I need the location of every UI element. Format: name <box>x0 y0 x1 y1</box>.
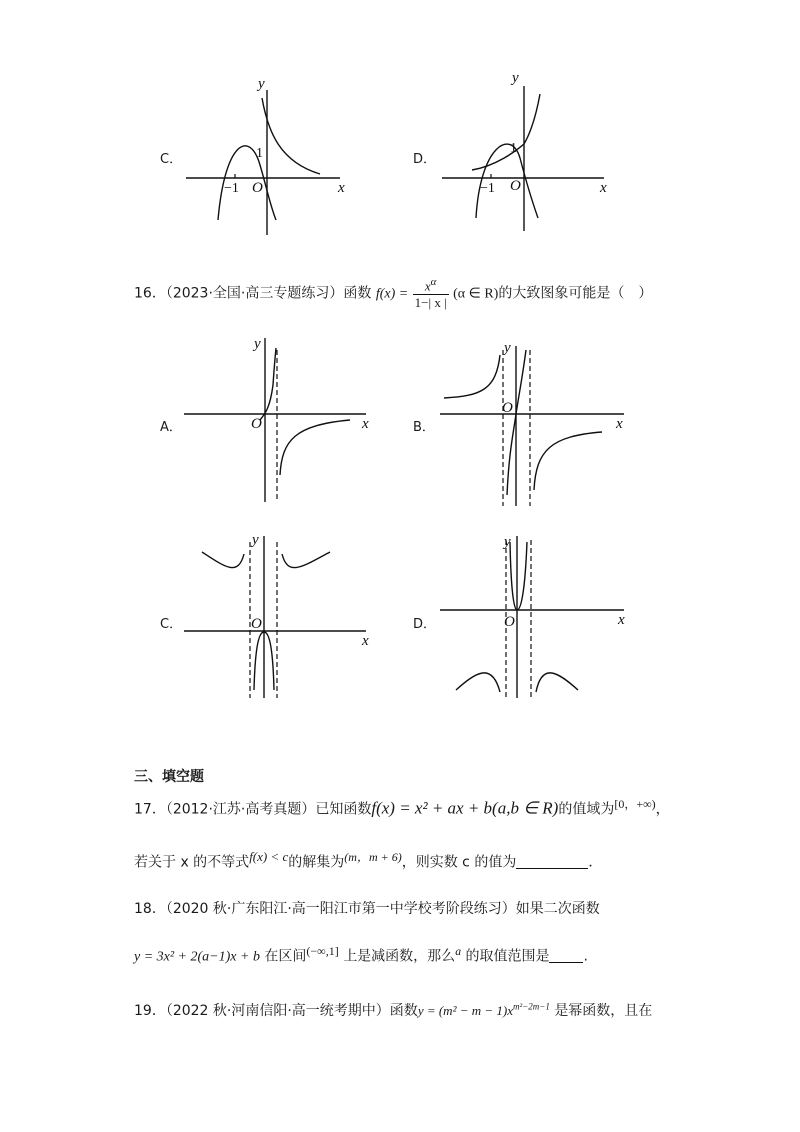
q16-graph-c <box>180 532 380 702</box>
q19-exponent: m²−2m−1 <box>513 1001 550 1012</box>
curve-middle-branch <box>510 542 527 610</box>
curve-right-branch <box>280 420 350 475</box>
q16-stem <box>134 276 652 311</box>
axis-label-y: y <box>254 336 261 352</box>
q17-line1 <box>134 795 670 819</box>
q16-graph-d <box>436 532 636 702</box>
axis-origin: O <box>502 400 513 416</box>
q18-answer-blank[interactable] <box>549 948 583 963</box>
axis-label-y: y <box>504 534 511 550</box>
q18-end: . <box>583 948 588 965</box>
q16-graph-b <box>436 340 636 510</box>
q19-tail: 是幂函数，且在 <box>554 1003 653 1019</box>
option-b-label[interactable]: B． <box>413 420 435 435</box>
q17-answer-blank[interactable] <box>516 854 588 869</box>
tick-neg-one: −1 <box>480 181 495 196</box>
curve-right-branch <box>536 673 578 692</box>
q17-range: [0，+∞) <box>614 797 656 811</box>
curve-exponential-decay <box>262 98 320 174</box>
q17-ineq-text: 若关于 x 的不等式 <box>134 854 250 871</box>
option-c-label[interactable]: C． <box>160 152 183 167</box>
q18-interval-text: 在区间 <box>264 948 307 965</box>
tick-neg-one: −1 <box>224 181 239 196</box>
q15-graph-d <box>436 66 616 236</box>
q17-ask: ，则实数 c 的值为 <box>401 854 517 871</box>
axis-label-y: y <box>512 70 519 86</box>
option-d2-label[interactable]: D． <box>413 617 437 632</box>
curve-left-branch <box>444 355 500 398</box>
axis-label-x: x <box>600 180 607 196</box>
axis-label-x: x <box>362 416 369 432</box>
q19-formula: y = (m² − m − 1)x <box>417 1003 514 1018</box>
q17-formula: f(x) = x² + ax + b(a,b ∈ R) <box>371 798 559 818</box>
q18-formula: y = 3x² + 2(a−1)x + b <box>134 949 260 965</box>
axis-origin: O <box>251 416 262 432</box>
axis-label-y: y <box>258 76 265 92</box>
q18-line2 <box>134 944 588 966</box>
q16-source: （2023·全国·高三专题练习）函数 <box>165 285 372 302</box>
section-title: 三、填空题 <box>134 769 204 785</box>
q18-source: （2020 秋·广东阳江·高一阳江市第一中学校考阶段练习）如果二次函数 <box>165 901 600 917</box>
option-a-label[interactable]: A． <box>160 420 182 435</box>
curve-left-branch <box>202 552 244 568</box>
option-c2-label[interactable]: C． <box>160 617 183 632</box>
q17-inequality: f(x) < c <box>249 849 289 864</box>
tick-one: 1 <box>510 141 517 156</box>
q17-line2 <box>134 848 602 872</box>
q16-graph-a <box>180 330 380 505</box>
q17-range-text: 的值域为 <box>558 801 615 818</box>
axis-label-x: x <box>618 612 625 628</box>
option-d-label[interactable]: D． <box>413 152 437 167</box>
curve-right-branch <box>534 432 602 490</box>
q18-tail: 的取值范围是 <box>465 948 550 965</box>
q16-number: 16． <box>134 285 166 302</box>
axis-origin: O <box>504 614 515 630</box>
q17-solution-text: 的解集为 <box>288 854 345 871</box>
axis-origin: O <box>252 180 263 196</box>
q17-interval: (m，m + 6) <box>344 850 402 864</box>
q18-line1 <box>134 898 600 918</box>
q16-fraction: $\frac{x^\alpha}{1-| x |}$ <box>414 276 447 311</box>
q18-mid: 上是减函数，那么 <box>343 948 456 965</box>
q19-source: （2022 秋·河南信阳·高一统考期中）函数 <box>165 1003 418 1019</box>
q15-graph-c <box>180 70 360 240</box>
q18-var: a <box>455 945 462 958</box>
axis-label-x: x <box>616 416 623 432</box>
axis-origin: O <box>510 178 521 194</box>
q19-line1 <box>134 1000 652 1020</box>
curve-left-branch <box>260 348 276 420</box>
axis-label-x: x <box>362 633 369 649</box>
q16-formula-lhs: f(x) = <box>375 286 409 302</box>
axis-label-y: y <box>504 340 511 356</box>
q17-source: （2012·江苏·高考真题）已知函数 <box>165 801 372 818</box>
q18-interval: (−∞,1] <box>306 944 339 958</box>
q18-number: 18． <box>134 901 166 917</box>
q17-number: 17． <box>134 801 166 818</box>
tick-one: 1 <box>256 146 263 161</box>
axis-label-y: y <box>252 532 259 548</box>
curve-left-branch <box>456 673 500 692</box>
curve-right-branch <box>282 552 330 568</box>
q17-end: ． <box>588 854 603 871</box>
axis-label-x: x <box>338 180 345 196</box>
axis-origin: O <box>251 616 262 632</box>
q16-condition: (α ∈ R) <box>453 286 499 302</box>
q19-number: 19． <box>134 1003 166 1019</box>
q17-comma: ， <box>655 801 670 818</box>
q16-tail: 的大致图象可能是（ ） <box>498 285 653 302</box>
curve-exponential-growth <box>472 94 540 170</box>
